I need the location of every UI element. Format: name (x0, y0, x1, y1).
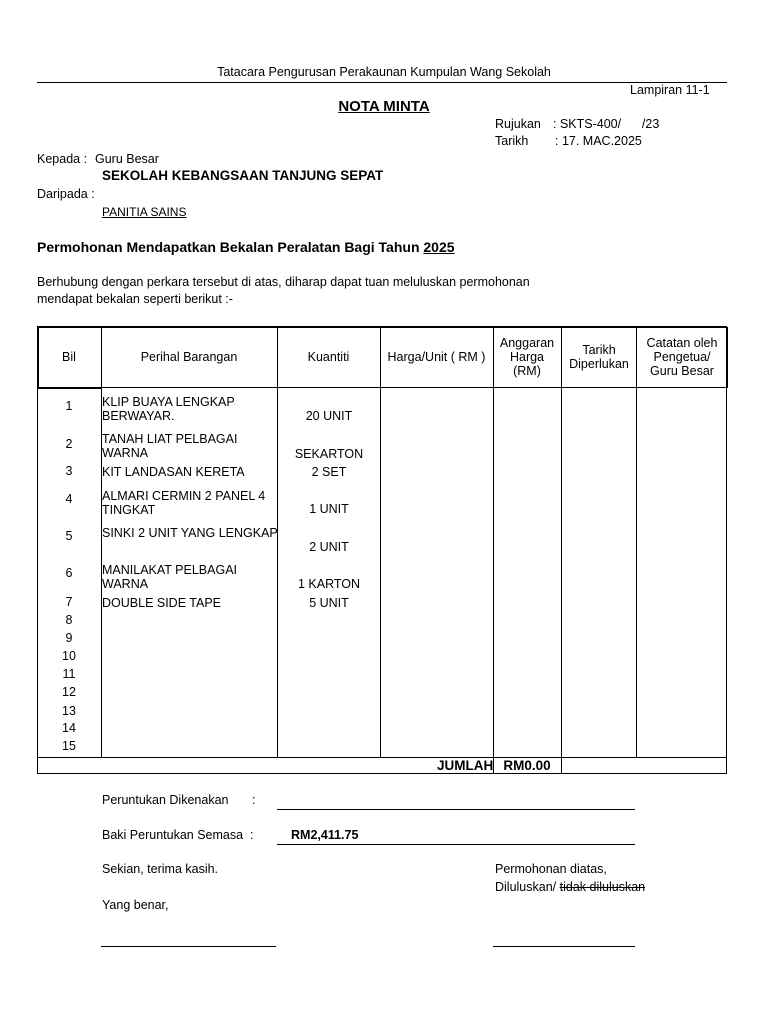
body-line-2: mendapat bekalan seperti berikut :- (37, 292, 233, 306)
closing-thanks: Sekian, terima kasih. (102, 862, 219, 876)
header-bil: Bil (62, 350, 76, 364)
item-quantity: 1 UNIT (309, 502, 349, 516)
item-description: ALMARI CERMIN 2 PANEL 4 TINGKAT (102, 489, 266, 517)
row-number: 5 (65, 529, 73, 543)
row-number: 4 (65, 492, 73, 506)
table-total-divider (37, 757, 727, 758)
item-description: KIT LANDASAN KERETA (102, 465, 245, 479)
table-col-divider (726, 327, 728, 388)
row-number: 13 (62, 704, 76, 718)
table-top-thick (37, 326, 727, 328)
row-number: 2 (65, 437, 73, 451)
date-value: : 17. MAC.2025 (555, 134, 642, 148)
item-quantity: 2 SET (311, 465, 347, 479)
table-header-divider-thick (37, 387, 101, 389)
reference-value: : SKTS-400/ /23 (553, 117, 660, 131)
doc-title: NOTA MINTA (338, 98, 430, 115)
table-col-divider (636, 327, 637, 757)
row-number: 11 (62, 667, 76, 681)
allocation-balance-line (277, 844, 635, 845)
item-quantity: 5 UNIT (309, 596, 349, 610)
reference-label: Rujukan (495, 117, 541, 131)
body-line-1: Berhubung dengan perkara tersebut di atas, diharap dapat tuan meluluskan permohonan (37, 275, 530, 289)
document-header-title: Tatacara Pengurusan Perakaunan Kumpulan Wang Sekolah (217, 65, 551, 79)
row-number: 9 (65, 631, 73, 645)
allocation-charged-colon: : (252, 793, 256, 807)
approved-option: Diluluskan/ (495, 880, 557, 894)
header-qty: Kuantiti (307, 350, 350, 364)
row-number: 15 (62, 739, 76, 753)
table-col-divider (561, 327, 562, 774)
from-sender: PANITIA SAINS (102, 205, 187, 219)
item-quantity: 2 UNIT (309, 540, 349, 554)
row-number: 6 (65, 566, 73, 580)
approval-line-1: Permohonan diatas, (495, 862, 607, 876)
item-description: SINKI 2 UNIT YANG LENGKAP (102, 526, 278, 540)
total-value: RM0.00 (503, 758, 551, 773)
total-label: JUMLAH (437, 758, 494, 773)
signature-line-approver (493, 946, 635, 947)
school-name: SEKOLAH KEBANGSAAN TANJUNG SEPAT (102, 168, 384, 183)
subject-text: Permohonan Mendapatkan Bekalan Peralatan Bagi Tahun (37, 239, 420, 255)
allocation-balance-colon: : (250, 828, 254, 842)
table-col-divider (380, 327, 381, 757)
header-notes: Catatan oleh Pengetua/ Guru Besar (646, 336, 718, 378)
row-number: 10 (62, 649, 76, 663)
subject-line (37, 239, 455, 255)
allocation-charged-line (277, 809, 635, 810)
closing-regards: Yang benar, (102, 898, 169, 912)
subject-year: 2025 (423, 239, 455, 255)
row-number: 12 (62, 685, 76, 699)
header-budget: Anggaran Harga (RM) (499, 336, 555, 378)
header-date-needed: Tarikh Diperlukan (569, 343, 629, 371)
item-quantity: SEKARTON (294, 447, 364, 461)
item-description: KLIP BUAYA LENGKAP BERWAYAR. (102, 395, 235, 423)
table-col-divider (101, 327, 102, 757)
item-quantity: 20 UNIT (305, 409, 353, 423)
not-approved-option: tidak diluluskan (559, 880, 646, 894)
table-col-divider (493, 327, 494, 774)
date-label: Tarikh (495, 134, 529, 148)
item-quantity: 1 KARTON (297, 577, 361, 591)
allocation-balance-value: RM2,411.75 (291, 828, 359, 842)
item-description: MANILAKAT PELBAGAI WARNA (102, 563, 238, 591)
row-number: 8 (65, 613, 73, 627)
header-price: Harga/Unit ( RM ) (387, 350, 486, 364)
row-number: 1 (65, 399, 73, 413)
signature-line-applicant (101, 946, 276, 947)
to-recipient: Guru Besar (95, 152, 159, 166)
from-label: Daripada : (37, 187, 95, 201)
row-number: 7 (65, 595, 73, 609)
item-description: DOUBLE SIDE TAPE (102, 596, 222, 610)
header-divider (37, 82, 727, 83)
row-number: 3 (65, 464, 73, 478)
item-description: TANAH LIAT PELBAGAI WARNA (102, 432, 238, 460)
header-item: Perihal Barangan (140, 350, 238, 364)
allocation-charged-label: Peruntukan Dikenakan (102, 793, 229, 807)
appendix-label: Lampiran 11-1 (630, 83, 710, 97)
approval-status (495, 880, 645, 894)
allocation-balance-label: Baki Peruntukan Semasa (102, 828, 244, 842)
to-label: Kepada : (37, 152, 88, 166)
table-header-divider (37, 387, 727, 388)
row-number: 14 (62, 721, 76, 735)
